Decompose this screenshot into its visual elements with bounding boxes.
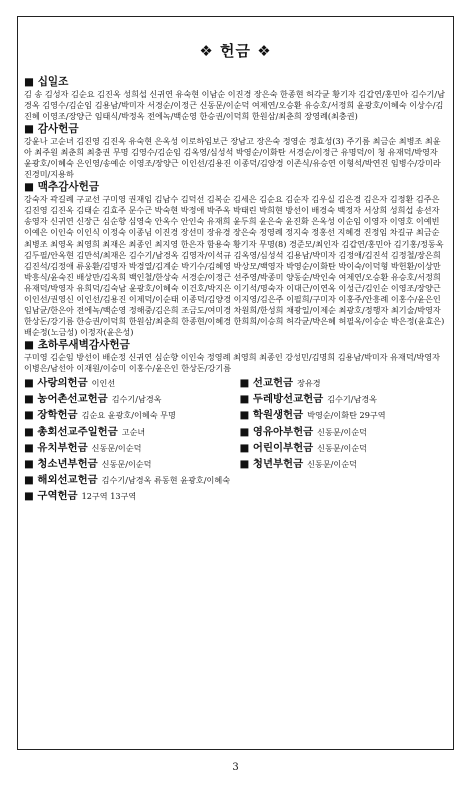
section-thanksgiving <box>24 123 447 180</box>
section-heading: ■ 맥추감사헌금 <box>24 181 100 194</box>
section-names: 강숙자 곽길례 구교선 구미영 권재임 김남수 김덕선 김복순 김세은 김순요 김순자 김우실 김은경 김은자 김정환 김주은 김진영 김진옥 김태순 김효주 문수근 박숙현 박정애 박주옥 박태린 박희현 방선이 배경숙 백정자 서상희 성희섭 송선자 송영자 신귀연 신장근 심순향 심영숙 안옥수 안인숙 유재희 윤두희 윤은숙 윤진화 은옥성 이순임 이영자 이영호 이예빈 이예은 이인숙 이인식 이정숙 이종님 이진경 장선미 장유경 장은숙 정영례 정지숙 정홍선 지혜경 진정임 차길규 최금순 최병조 최영옥 최영희 최재은 최종인 최지영 한은자 함용숙 황기자 무명(8) 경준모/최인자 김갑연/홍민아 김기홍/정동옥 김두필/안옥현 김만석/최재은 김수기/남경옥 김영자/이석규 김옥영/심성석 김용남/박미자 김정애/김진석 김정철/장은희 김진석/김정애 류웅환/김명자 박경열/김계순 박기수/김혜영 박상모/백영자 박영순/이화탄 박이숙/이덕형 박헌환/이상만 박흥식/윤숙진 배상만/김옥희 백인철/한상숙 서경순/이정근 선주영/박종미 양동순/박인숙 여제연/오승환 유승호/서정희 유재덕/박영자 유희덕/김숙남 윤광호/이혜숙 이건호/박지은 이기석/명숙자 이대근/이연옥 이성근/김인순 이영조/장양근 이인선/권영신 이인선/김용진 이제덕/이순태 이종덕/김양경 이지영/김은주 이필희/구미자 이홍주/안흥례 이홍수/윤은인 임남균/한은아 전에녹/백순영 정해중/김은희 조금도/여미경 차원희/한성희 채광일/이제순 최광호/정행자 최기술/박영자 한상돈/강기름 한승권/이덕희 한원삼/최춘희 한종현/이혜경 한희희/이승희 허각균/박은혜 허필옥/이승순 박은정(윤효은) 배순정(노금성) 이정자(윤은성) <box>24 194 445 337</box>
page-title: ❖ 헌금 ❖ <box>199 42 272 60</box>
section-heading: ■ 십일조 <box>24 76 69 88</box>
offering-item <box>240 439 448 455</box>
offering-item <box>24 471 447 487</box>
offering-item <box>24 487 447 503</box>
offering-name: ■ 어린이부헌금 <box>239 441 314 454</box>
offering-name: ■ 농어촌선교헌금 <box>24 393 108 406</box>
offering-name: ■ 두레방선교헌금 <box>239 393 324 406</box>
offering-item <box>24 390 232 406</box>
offering-donors: 김수기/남경옥 <box>327 394 378 405</box>
offering-item <box>240 374 448 390</box>
offering-donors: 고순녀 <box>121 426 146 437</box>
offering-item <box>24 374 232 390</box>
section-names: 강윤나 고순녀 김진영 김진옥 유숙현 은옥성 이로하임보근 장남고 장은숙 정영순 정효성(3) 주기름 최금순 최병조 최윤아 최주원 최춘희 최충권 무명 김영수/김순임 김옥영/심성석 박영순/이화탄 서경순/이정근 유명덕/이 청 유재덕/박영자 윤광호/이혜숙 은인영/송예순 이영조/장양근 이인선/김용진 이종덕/김양경 이존식/유승연 이형석/박연진 임병수/강미라 진경미/지용하 <box>24 136 441 180</box>
offering-content <box>24 75 447 504</box>
offering-item <box>240 406 448 422</box>
section-tithe <box>24 76 447 122</box>
offerings-grid <box>24 374 447 504</box>
offering-name: ■ 장학헌금 <box>24 409 78 422</box>
offering-donors: 12구역 13구역 <box>81 491 137 502</box>
offering-name: ■ 총회선교주일헌금 <box>24 425 118 438</box>
offering-donors: 신동문/이순덕 <box>317 442 368 453</box>
offering-name: ■ 청년부헌금 <box>239 458 304 471</box>
offering-item <box>24 455 232 471</box>
offering-item <box>24 439 232 455</box>
offering-name: ■ 사랑의헌금 <box>24 377 88 390</box>
offering-donors: 신동문/이순덕 <box>101 459 152 470</box>
offering-donors: 신동문/이순덕 <box>317 426 368 437</box>
offering-item <box>240 423 448 439</box>
section-names: 구미영 김순임 방선이 배순정 신귀연 심순향 이인숙 정영례 최영희 최종인 강성민/김명희 김용남/박미자 유재덕/박영자 이병은/남선아 이재원/이승미 이홍수/윤은인 한상돈/강기름 <box>24 351 440 373</box>
section-first-dawn <box>24 339 447 374</box>
offering-item <box>240 455 448 471</box>
offering-name: ■ 청소년부헌금 <box>24 458 98 471</box>
offering-name: ■ 구역헌금 <box>24 490 78 503</box>
offering-name: ■ 해외선교헌금 <box>24 474 98 487</box>
offering-donors: 장유경 <box>297 378 321 389</box>
offering-name: ■ 영유아부헌금 <box>239 425 314 438</box>
section-heading: ■ 초하루새벽감사헌금 <box>24 338 130 351</box>
page-number: 3 <box>232 762 239 773</box>
offering-item <box>24 406 232 422</box>
offering-donors: 박영순/이화탄 29구역 <box>307 410 386 421</box>
bulletin-frame <box>17 16 454 750</box>
section-harvest-thanksgiving <box>24 181 447 338</box>
offering-donors: 신동문/이순덕 <box>307 459 357 470</box>
offering-name: ■ 선교헌금 <box>239 377 294 390</box>
offering-item <box>240 390 448 406</box>
offering-name: ■ 유치부헌금 <box>24 441 88 454</box>
offering-item <box>24 423 232 439</box>
offering-donors: 김순요 윤광호/이혜숙 무명 <box>81 410 176 421</box>
offering-donors: 이인선 <box>91 378 116 389</box>
offering-donors: 김수기/남경옥 <box>111 394 162 405</box>
section-heading: ■ 감사헌금 <box>24 123 79 136</box>
offering-name: ■ 학원생헌금 <box>239 409 304 422</box>
section-names: 김 송 김성자 김순요 김진옥 성희섭 신귀연 유숙현 이남순 이진경 장은숙 한종현 허각균 황기자 김갑연/홍민아 김수기/남경옥 김영수/김순임 김용남/박미자 서경순/이정근 신동문/이순덕 여제연/오승환 유승호/서정희 윤광호/이혜숙 이상수/김진혜 이영조/장양근 임태식/박정옥 전에녹/백순영 한승권/이덕희 한원삼/최춘희 장영례(최충권) <box>24 89 445 122</box>
offering-donors: 신동문/이순덕 <box>91 442 142 453</box>
offering-donors: 김수기/남경옥 류동현 윤광호/이혜숙 <box>101 475 231 486</box>
